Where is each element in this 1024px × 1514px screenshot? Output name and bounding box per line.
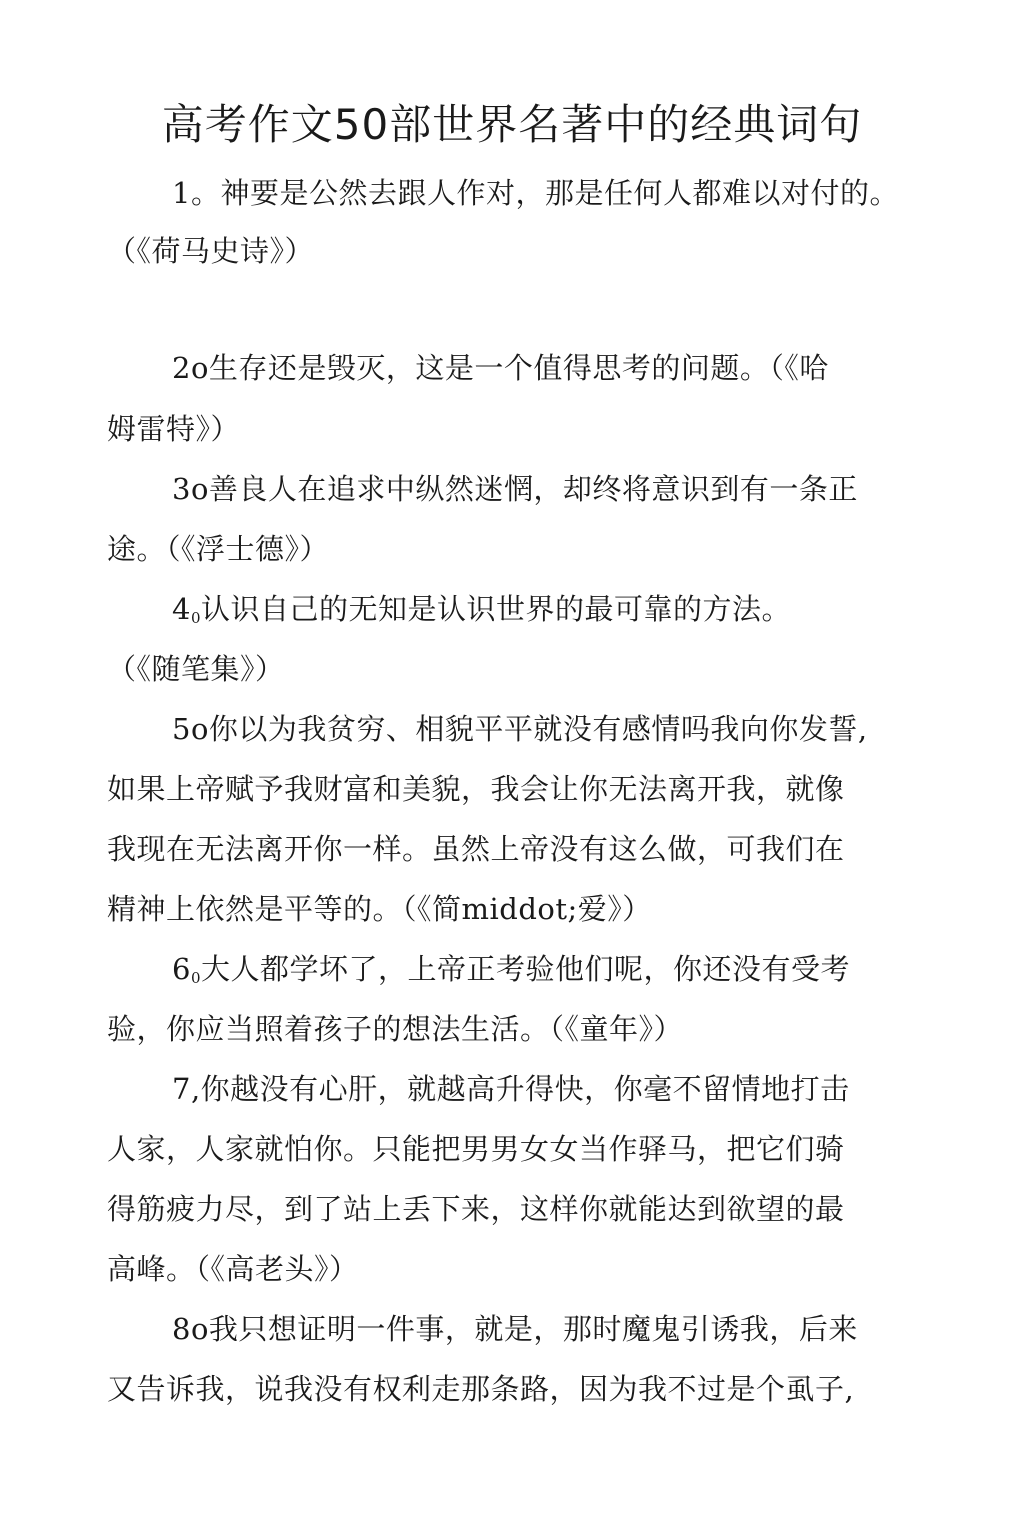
text-line-11: 我现在无法离开你一样。虽然上帝没有这么做，可我们在 <box>107 832 845 866</box>
item-number: 6 <box>172 952 191 986</box>
text-line-13 <box>172 949 850 998</box>
text-line-20: 又告诉我，说我没有权利走那条路，因为我不过是个虱子, <box>107 1372 855 1406</box>
text-line-14: 验，你应当照着孩子的想法生活。（《童年》） <box>107 1012 684 1046</box>
text-line-1: 1。神要是公然去跟人作对，那是任何人都难以对付的。 <box>172 176 899 210</box>
text-line-19: 8o我只想证明一件事，就是，那时魔鬼引诱我，后来 <box>172 1312 858 1346</box>
text-line-15: 7,你越没有心肝，就越高升得快，你毫不留情地打击 <box>172 1072 850 1106</box>
text-line-7 <box>172 589 791 638</box>
document-title: 高考作文50部世界名著中的经典词句 <box>161 100 863 149</box>
item-number-subscript: 0 <box>190 969 201 987</box>
text-line-18: 高峰。（《高老头》） <box>107 1252 359 1286</box>
text-line-9: 5o你以为我贫穷、相貌平平就没有感情吗我向你发誓, <box>172 712 868 746</box>
text-line-6: 途。（《浮士德》） <box>107 532 330 566</box>
text-line-3: 2o生存还是毁灭，这是一个值得思考的问题。（《哈 <box>172 351 829 385</box>
text-line-2: （《荷马史诗》） <box>107 234 315 268</box>
text-line-8: （《随笔集》） <box>107 652 285 686</box>
text-line-12: 精神上依然是平等的。（《简middot;爱》） <box>107 892 652 926</box>
text-line-17: 得筋疲力尽，到了站上丢下来，这样你就能达到欲望的最 <box>107 1192 845 1226</box>
text-line-13-body: 大人都学坏了，上帝正考验他们呢，你还没有受考 <box>201 952 851 986</box>
item-number: 4 <box>172 592 191 626</box>
text-line-10: 如果上帝赋予我财富和美貌，我会让你无法离开我，就像 <box>107 772 845 806</box>
text-line-5: 3o善良人在追求中纵然迷惘，却终将意识到有一条正 <box>172 472 858 506</box>
text-line-4: 姆雷特》） <box>107 412 241 446</box>
text-line-16: 人家，人家就怕你。只能把男男女女当作驿马，把它们骑 <box>107 1132 845 1166</box>
item-number-subscript: 0 <box>190 609 201 627</box>
text-line-7-body: 认识自己的无知是认识世界的最可靠的方法。 <box>201 592 792 626</box>
